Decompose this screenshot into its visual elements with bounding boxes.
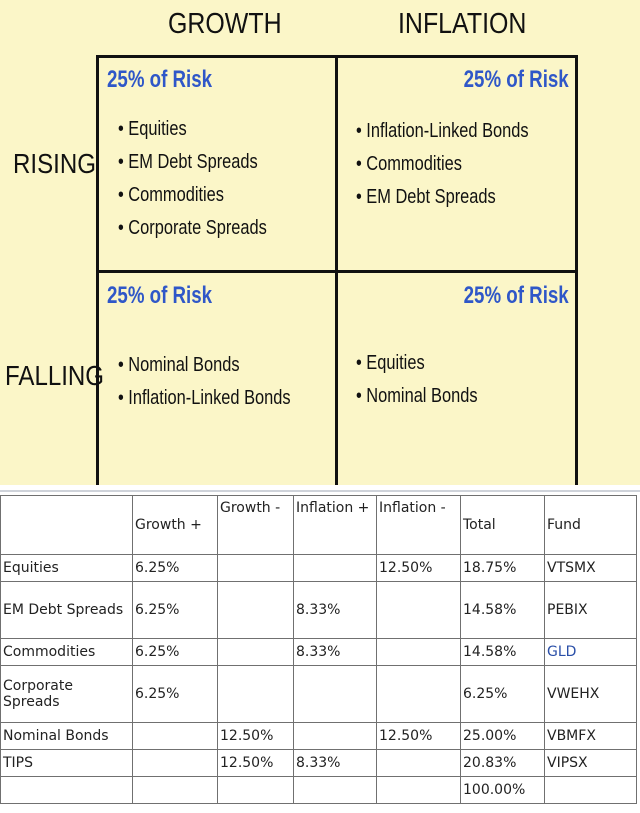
table-cell: TIPS — [1, 750, 133, 777]
table-cell: 12.50% — [377, 723, 461, 750]
table-cell — [294, 666, 377, 723]
list-item: • Inflation-Linked Bonds — [118, 382, 291, 415]
table-cell — [218, 777, 294, 804]
asset-list-falling-growth — [118, 349, 291, 415]
table-cell — [133, 777, 218, 804]
list-item: • EM Debt Spreads — [356, 181, 529, 214]
table-cell — [377, 639, 461, 666]
table-cell: VTSMX — [545, 555, 637, 582]
table-cell: Equities — [1, 555, 133, 582]
table-cell: Nominal Bonds — [1, 723, 133, 750]
column-header-inflation: INFLATION — [398, 8, 527, 40]
table-cell: 8.33% — [294, 582, 377, 639]
table-cell: 12.50% — [218, 723, 294, 750]
table-cell — [377, 582, 461, 639]
list-item: • Equities — [118, 113, 267, 146]
table-cell: 6.25% — [133, 639, 218, 666]
table-row — [1, 723, 637, 750]
row-header-falling: FALLING — [5, 360, 105, 391]
table-cell: PEBIX — [545, 582, 637, 639]
fund-link-gld[interactable]: GLD — [545, 639, 637, 666]
table-cell: 6.25% — [133, 666, 218, 723]
table-cell — [1, 777, 133, 804]
table-cell: 14.58% — [461, 582, 545, 639]
table-cell: Commodities — [1, 639, 133, 666]
table-cell — [377, 777, 461, 804]
list-item: • Inflation-Linked Bonds — [356, 115, 529, 148]
table-cell: 18.75% — [461, 555, 545, 582]
table-row — [1, 666, 637, 723]
list-item: • Nominal Bonds — [356, 380, 478, 413]
table-cell: Corporate Spreads — [1, 666, 133, 723]
table-header-cell: Total — [461, 496, 545, 555]
table-cell: 20.83% — [461, 750, 545, 777]
table-cell — [218, 639, 294, 666]
list-item: • Commodities — [118, 179, 267, 212]
table-cell — [218, 666, 294, 723]
table-cell: VBMFX — [545, 723, 637, 750]
matrix-divider-horizontal — [96, 270, 578, 273]
table-header-cell: Inflation - — [377, 496, 461, 555]
table-header-cell: Fund — [545, 496, 637, 555]
table-header-cell: Growth + — [133, 496, 218, 555]
allocation-table — [0, 495, 637, 804]
table-row — [1, 777, 637, 804]
allocation-table-container — [0, 490, 640, 813]
table-total-cell: 100.00% — [461, 777, 545, 804]
list-item: • Nominal Bonds — [118, 349, 291, 382]
table-cell — [545, 777, 637, 804]
table-cell — [133, 723, 218, 750]
table-cell — [218, 555, 294, 582]
risk-label-falling-inflation: 25% of Risk — [463, 282, 569, 309]
table-cell: VIPSX — [545, 750, 637, 777]
table-row — [1, 639, 637, 666]
table-header-cell: Inflation + — [294, 496, 377, 555]
table-row — [1, 582, 637, 639]
list-item: • Corporate Spreads — [118, 212, 267, 245]
list-item: • EM Debt Spreads — [118, 146, 267, 179]
asset-list-rising-inflation — [356, 115, 529, 214]
list-item: • Equities — [356, 347, 478, 380]
table-cell: 8.33% — [294, 750, 377, 777]
row-header-rising: RISING — [13, 148, 96, 179]
table-header-row — [1, 496, 637, 555]
list-item: • Commodities — [356, 148, 529, 181]
asset-list-falling-inflation — [356, 347, 478, 413]
table-cell — [294, 555, 377, 582]
table-cell: 14.58% — [461, 639, 545, 666]
column-header-growth: GROWTH — [168, 8, 282, 40]
table-header-cell — [1, 496, 133, 555]
risk-label-rising-inflation: 25% of Risk — [463, 66, 569, 93]
table-cell — [294, 723, 377, 750]
table-cell: 6.25% — [133, 555, 218, 582]
table-cell: EM Debt Spreads — [1, 582, 133, 639]
table-row — [1, 555, 637, 582]
table-header-cell: Growth - — [218, 496, 294, 555]
table-cell — [294, 777, 377, 804]
table-cell: VWEHX — [545, 666, 637, 723]
asset-list-rising-growth — [118, 113, 267, 245]
table-cell — [218, 582, 294, 639]
table-cell — [133, 750, 218, 777]
table-cell: 12.50% — [218, 750, 294, 777]
risk-label-rising-growth: 25% of Risk — [107, 66, 213, 93]
table-cell — [377, 750, 461, 777]
table-cell: 6.25% — [133, 582, 218, 639]
table-cell: 25.00% — [461, 723, 545, 750]
risk-label-falling-growth: 25% of Risk — [107, 282, 213, 309]
table-row — [1, 750, 637, 777]
table-cell: 8.33% — [294, 639, 377, 666]
table-cell: 6.25% — [461, 666, 545, 723]
table-cell — [377, 666, 461, 723]
table-cell: 12.50% — [377, 555, 461, 582]
